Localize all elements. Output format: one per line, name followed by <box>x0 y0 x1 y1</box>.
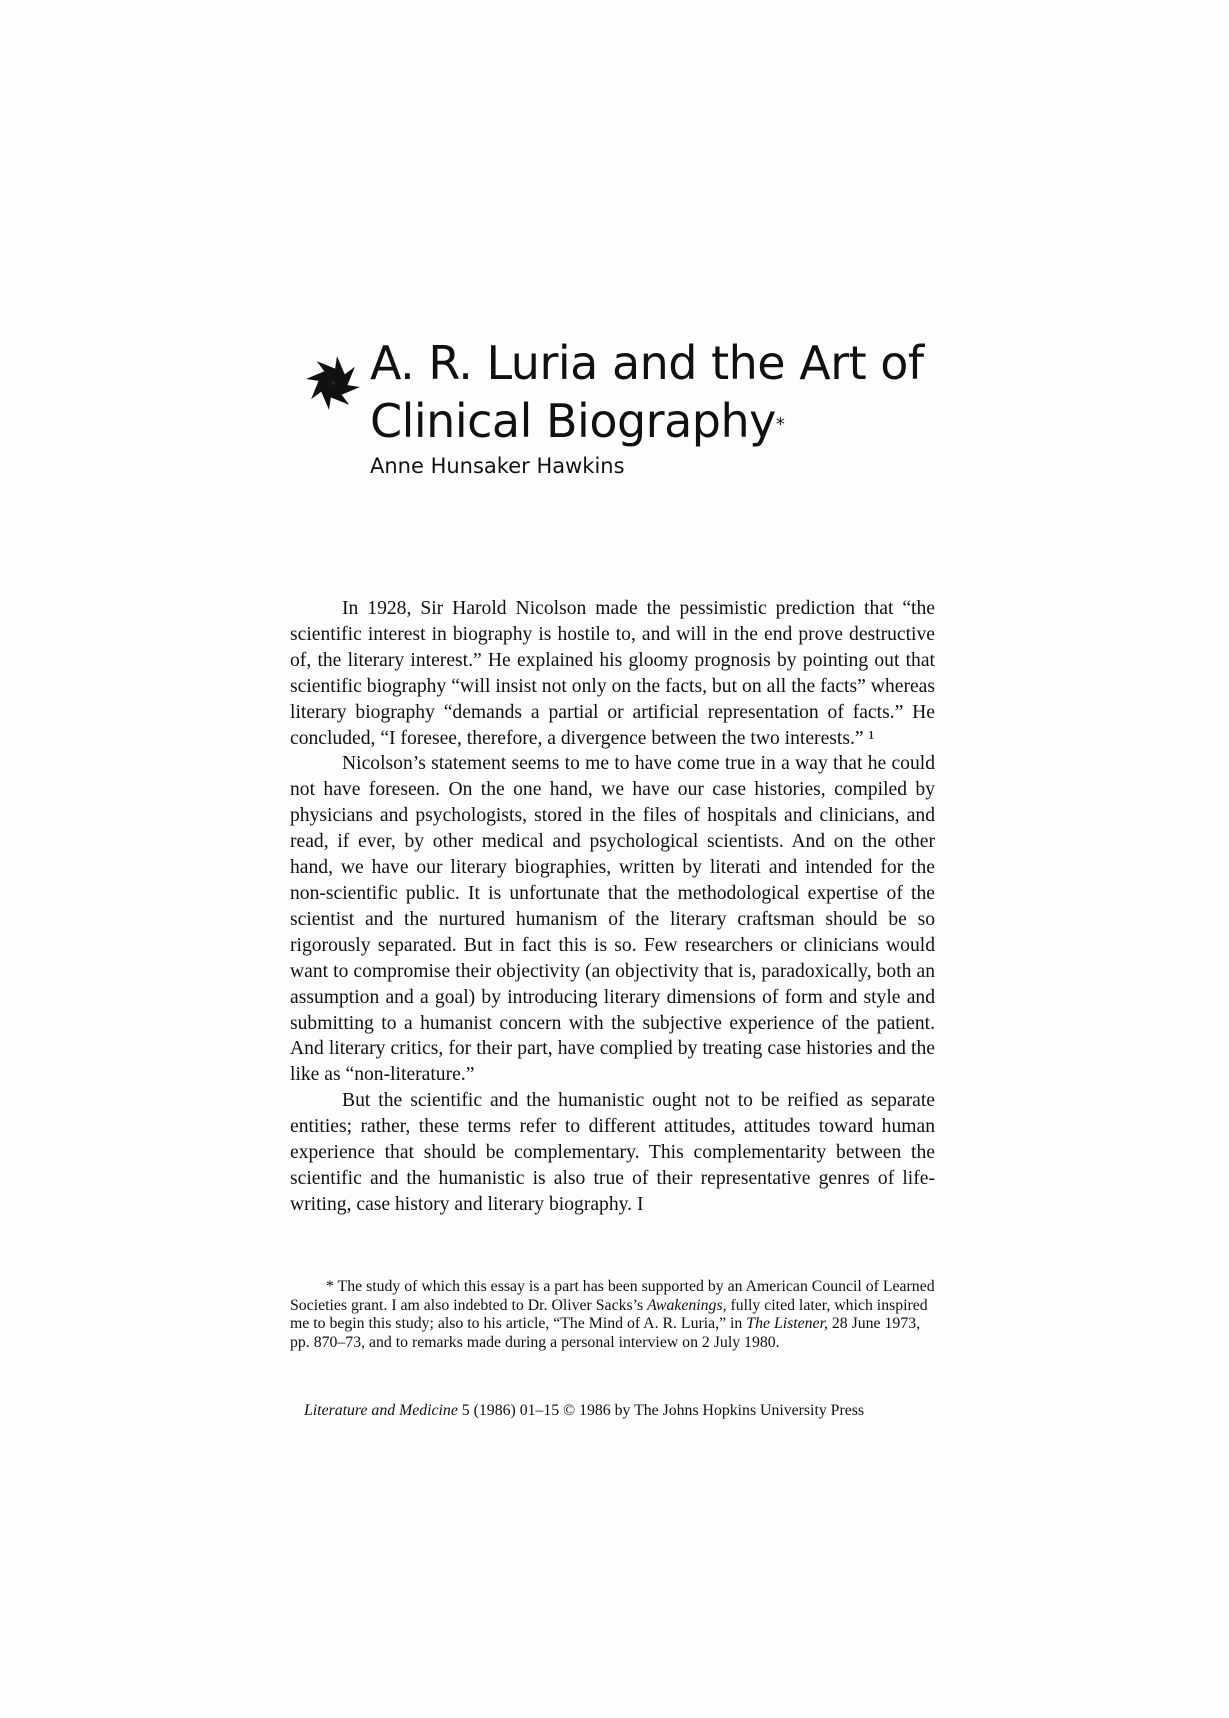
paragraph-1: In 1928, Sir Harold Nicolson made the pessimistic prediction that “the scientific interest in biography is hostile to, and will in the end prove destructive of, the literary interest.” He explained his gloomy prognosis by pointing out that scientific biography “will insist not only on the facts, but on all the facts” whereas literary biography “demands a partial or artificial representation of facts.” He concluded, “I foresee, therefore, a divergence between the two interests.” ¹ <box>290 598 935 749</box>
footnote-tail: 28 June 1973, pp. 870–73, and to remarks made during a personal interview on 2 July 1980. <box>290 1315 921 1351</box>
title-footnote-mark: * <box>775 414 785 435</box>
article-body <box>290 596 935 1218</box>
footnote-lead: * The study of which this essay is a part has been supported by an American Council of Learned Societies grant. I am also indebted to Dr. Oliver Sacks’s <box>290 1278 935 1314</box>
article-title <box>370 334 924 450</box>
pinwheel-logo-icon <box>304 354 362 412</box>
footnote-work-listener: The Listener, <box>746 1315 828 1333</box>
paragraph-3: But the scientific and the humanistic ought not to be reified as separate entities; rather, these terms refer to different attitudes, attitudes toward human experience that should be complementary. This complementarity between the scientific and the humanistic is also true of their representative genres of life-writing, case history and literary biography. I <box>290 1090 935 1215</box>
paragraph-2: Nicolson’s statement seems to me to have come true in a way that he could not have foreseen. On the one hand, we have our case histories, compiled by physicians and psychologists, stored in the files of hospitals and clinicians, and read, if ever, by other medical and psychological scientists. And on the other hand, we have our literary biographies, written by literati and intended for the non-scientific public. It is unfortunate that the methodological expertise of the scientist and the nurtured humanism of the literary craftsman should be so rigorously separated. But in fact this is so. Few researchers or clinicians would want to compromise their objectivity (an objectivity that is, paradoxically, both an assumption and a goal) by introducing literary dimensions of form and style and submitting to a humanist concern with the subjective experience of the patient. And literary critics, for their part, have complied by treating case histories and the like as “non-literature.” <box>290 753 935 1086</box>
journal-citation <box>304 1402 944 1420</box>
footnote-work-awakenings: Awakenings, <box>647 1296 727 1314</box>
journal-name: Literature and Medicine <box>304 1402 458 1419</box>
title-line-1: A. R. Luria and the Art of <box>370 336 924 390</box>
citation-details: 5 (1986) 01–15 © 1986 by The Johns Hopkins University Press <box>457 1402 865 1419</box>
author-name: Anne Hunsaker Hawkins <box>370 454 625 478</box>
title-line-2: Clinical Biography <box>370 394 776 448</box>
footnote-mid: fully cited later, which inspired me to begin this study; also to his article, “The Mind of A. R. Luria,” in <box>290 1296 928 1333</box>
footnote <box>290 1278 935 1352</box>
